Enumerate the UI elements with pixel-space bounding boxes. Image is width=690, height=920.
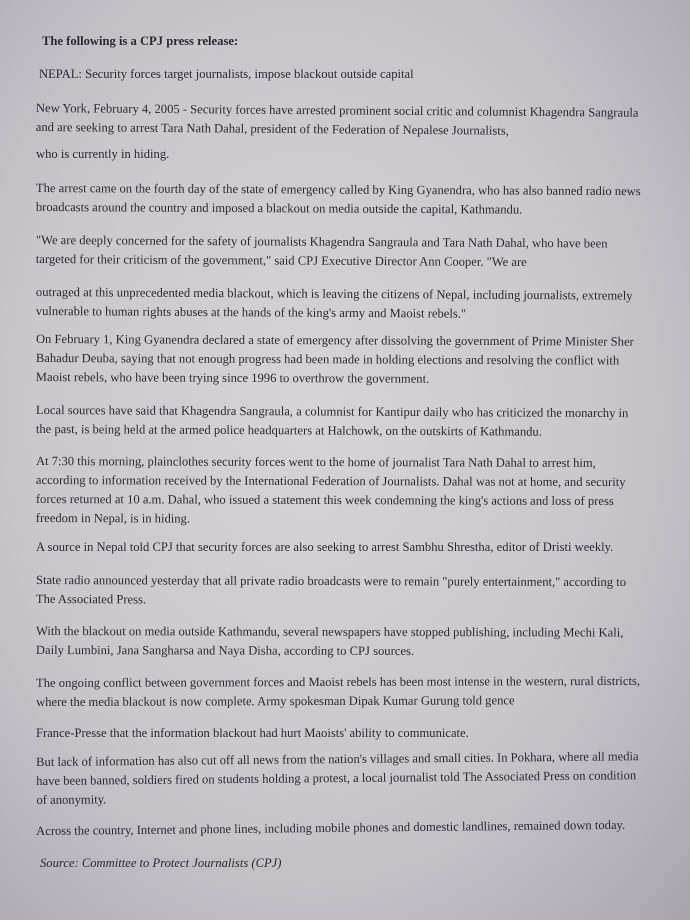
paragraph-line: broadcasts around the country and imposed a blackout on media outside the capital, Kathmandu. bbox=[35, 199, 523, 217]
paragraph-12 bbox=[36, 672, 648, 712]
paragraph-line: forces returned at 10 a.m. Dahal, who issued a statement this week condemning the king's actions and loss of press bbox=[35, 491, 614, 509]
paragraph-4 bbox=[36, 231, 648, 273]
paragraph-5 bbox=[36, 283, 648, 325]
paragraph-line: New York, February 4, 2005 - Security forces have arrested prominent social critic and columnist Khagendra Sangraula bbox=[35, 100, 639, 120]
paragraph-line: have been banned, soldiers fired on students holding a protest, a local journalist told The Associated Press on condition bbox=[36, 768, 637, 788]
paragraph-line: the past, is being held at the armed police headquarters at Halchowk, on the outskirts of Kathmandu. bbox=[35, 421, 542, 439]
paragraph-line: Local sources have said that Khagendra Sangraula, a columnist for Kantipur daily who has criticized the monarchy in bbox=[35, 402, 629, 421]
paragraph-15 bbox=[36, 816, 648, 841]
paragraph-line: Across the country, Internet and phone lines, including mobile phones and domestic landlines, remained down today. bbox=[36, 817, 626, 838]
paragraph-line: Maoist rebels, who have been trying since 1996 to overthrow the government. bbox=[35, 369, 430, 386]
paragraph-line: A source in Nepal told CPJ that security forces are also seeking to arrest Sambhu Shrestha, editor of Dristi weekly. bbox=[36, 540, 614, 554]
paragraph-line: At 7:30 this morning, plainclothes security forces went to the home of journalist Tara Nath Dahal to arrest him, bbox=[35, 454, 596, 470]
paragraph-14 bbox=[36, 747, 649, 810]
paragraph-line: freedom in Nepal, is in hiding. bbox=[35, 510, 191, 526]
paragraph-line: The arrest came on the fourth day of the state of emergency called by King Gyanendra, who has also banned radio news bbox=[35, 180, 641, 199]
paragraph-line: of anonymity. bbox=[36, 792, 107, 807]
paragraph-line: On February 1, King Gyanendra declared a state of emergency after dissolving the government of Prime Minister Sher bbox=[35, 331, 634, 349]
paragraph-line: France-Presse that the information blackout had hurt Maoists' ability to communicate. bbox=[36, 726, 469, 740]
paragraph-line: vulnerable to human rights abuses at the hands of the king's army and Maoist rebels." bbox=[35, 303, 467, 321]
paragraph-1 bbox=[36, 99, 648, 142]
paragraph-line: The ongoing conflict between government forces and Maoist rebels has been most intense in the western, rural districts, bbox=[36, 673, 641, 690]
paragraph-13 bbox=[36, 724, 648, 743]
paragraph-line: and are seeking to arrest Tara Nath Dahal, president of the Federation of Nepalese Journalists, bbox=[35, 119, 509, 138]
paragraph-line: The Associated Press. bbox=[35, 591, 147, 607]
paragraph-10 bbox=[36, 571, 648, 611]
paragraph-line: "We are deeply concerned for the safety of journalists Khagendra Sangraula and Tara Nath Dahal, who have been bbox=[35, 232, 608, 251]
paragraph-line: Daily Lumbini, Jana Sangharsa and Naya Disha, according to CPJ sources. bbox=[35, 642, 415, 658]
paragraph-line: according to information received by the International Federation of Journalists. Dahal was not at home, and security bbox=[35, 472, 626, 490]
paragraph-line: But lack of information has also cut off all news from the nation's villages and small cities. In Pokhara, where all media bbox=[36, 749, 639, 769]
paragraph-2 bbox=[36, 145, 648, 164]
paragraph-11 bbox=[36, 622, 648, 662]
paragraph-3 bbox=[36, 179, 648, 220]
paragraph-line: outraged at this unprecedented media blackout, which is leaving the citizens of Nepal, including journalists, extremely bbox=[35, 284, 633, 303]
paragraph-7 bbox=[36, 401, 648, 442]
paragraph-6 bbox=[36, 330, 648, 390]
paragraph-line: Bahadur Deuba, saying that not enough progress had been made in holding elections and resolving the conflict with bbox=[35, 350, 620, 368]
paragraph-line: With the blackout on media outside Kathmandu, several newspapers have stopped publishing, including Mechi Kali, bbox=[35, 624, 624, 640]
source-credit: Source: Committee to Protect Journalists (CPJ) bbox=[40, 856, 282, 870]
release-title: NEPAL: Security forces target journalists, impose blackout outside capital bbox=[39, 67, 414, 81]
paragraph-line: who is currently in hiding. bbox=[36, 147, 170, 161]
paragraph-9 bbox=[36, 538, 648, 557]
paragraph-line: State radio announced yesterday that all private radio broadcasts were to remain "purely entertainment," according to bbox=[35, 573, 627, 590]
paragraph-line: targeted for their criticism of the government," said CPJ Executive Director Ann Cooper. "We are bbox=[35, 251, 527, 269]
paragraph-8 bbox=[36, 452, 648, 530]
paragraph-line: where the media blackout is now complete. Army spokesman Dipak Kumar Gurung told gence bbox=[36, 693, 515, 709]
release-heading: The following is a CPJ press release: bbox=[42, 34, 239, 48]
